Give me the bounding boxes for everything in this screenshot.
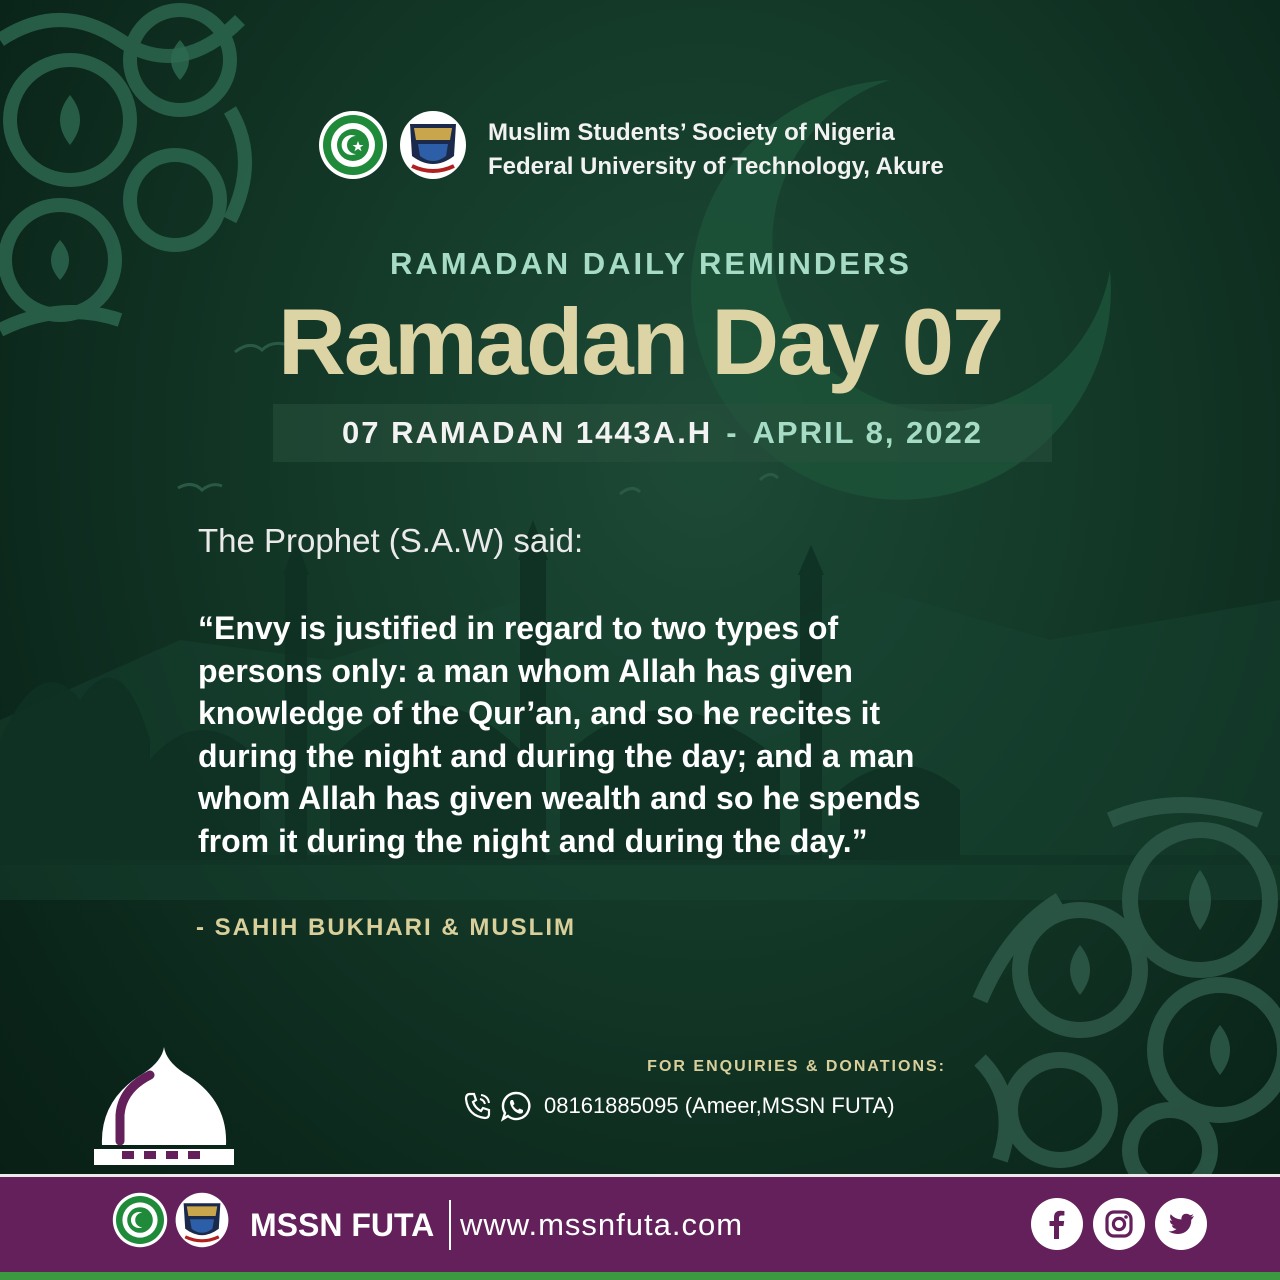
whatsapp-icon[interactable] (500, 1090, 532, 1122)
hadith-quote (198, 607, 1018, 862)
quote-line: from it during the night and during the day.” (198, 822, 868, 859)
twitter-icon (1164, 1207, 1198, 1241)
date-banner (273, 404, 1052, 462)
org-name (488, 116, 944, 184)
enquiries-label: FOR ENQUIRIES & DONATIONS: (647, 1058, 946, 1075)
footer-accent-strip (0, 1272, 1280, 1280)
instagram-button[interactable] (1093, 1198, 1145, 1250)
header-logos (318, 110, 468, 180)
org-name-line1: Muslim Students’ Society of Nigeria (488, 119, 895, 146)
gregorian-date: APRIL 8, 2022 (752, 415, 984, 450)
series-label: RAMADAN DAILY REMINDERS (390, 246, 912, 281)
facebook-button[interactable] (1031, 1198, 1083, 1250)
quote-line: whom Allah has given wealth and so he spends (198, 780, 921, 816)
instagram-icon (1102, 1207, 1136, 1241)
footer-separator (449, 1200, 451, 1250)
hijri-date: 07 RAMADAN 1443A.H (341, 415, 713, 450)
quote-line: “Envy is justified in regard to two types of (198, 610, 839, 646)
quote-line: knowledge of the Qur’an, and so he recites it (198, 695, 881, 731)
twitter-button[interactable] (1155, 1198, 1207, 1250)
facebook-icon (1040, 1207, 1074, 1241)
org-name-line2: Federal University of Technology, Akure (488, 153, 944, 180)
quote-line: during the night and during the day; and a man (198, 737, 915, 774)
mssn-logo-icon (112, 1192, 168, 1248)
footer-logos (112, 1192, 230, 1248)
day-title: Ramadan Day 07 (278, 289, 1003, 394)
footer-brand: MSSN FUTA (250, 1207, 435, 1243)
quote-source: - SAHIH BUKHARI & MUSLIM (196, 914, 576, 941)
futa-logo-icon (174, 1192, 230, 1248)
contact-row (462, 1090, 895, 1122)
contact-phone: 08161885095 (Ameer,MSSN FUTA) (544, 1093, 895, 1118)
mssn-logo-icon (318, 110, 388, 180)
futa-logo-icon (398, 110, 468, 180)
phone-icon[interactable] (462, 1090, 494, 1122)
date-separator: - (726, 415, 739, 450)
quote-intro: The Prophet (S.A.W) said: (198, 522, 584, 559)
mosque-dome-icon (92, 1045, 237, 1167)
website-link[interactable]: www.mssnfuta.com (460, 1207, 744, 1242)
quote-line: persons only: a man whom Allah has given (198, 652, 853, 689)
